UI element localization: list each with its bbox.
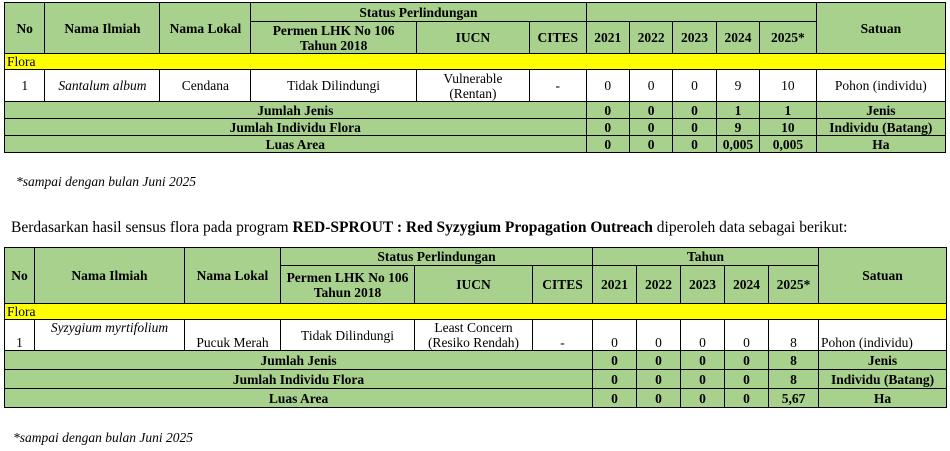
header-nama-lokal: Nama Lokal bbox=[160, 3, 251, 54]
program-name: RED-SPROUT : Red Syzygium Propagation Outreach bbox=[292, 219, 653, 236]
cell-nama-ilmiah: Syzygium myrtifolium bbox=[35, 320, 185, 351]
cell-no: 1 bbox=[5, 70, 45, 102]
summary-value: 0 bbox=[629, 119, 672, 136]
cell-nama-lokal: Pucuk Merah bbox=[185, 320, 281, 351]
header-cites: CITES bbox=[533, 266, 593, 304]
summary-satuan: Jenis bbox=[816, 102, 945, 119]
header-permen: Permen LHK No 106 Tahun 2018 bbox=[251, 22, 417, 54]
cell-value: 0 bbox=[681, 320, 725, 351]
header-iucn: IUCN bbox=[416, 22, 529, 54]
header-year: 2022 bbox=[637, 266, 681, 304]
summary-value: 0 bbox=[586, 102, 629, 119]
header-iucn: IUCN bbox=[415, 266, 533, 304]
summary-value: 0 bbox=[593, 370, 637, 389]
summary-value: 0 bbox=[673, 119, 716, 136]
summary-row bbox=[5, 351, 947, 370]
summary-value: 0 bbox=[629, 136, 672, 153]
summary-label: Luas Area bbox=[5, 389, 593, 408]
summary-label: Jumlah Individu Flora bbox=[5, 119, 587, 136]
cell-cites: - bbox=[533, 320, 593, 351]
footnote: *sampai dengan bulan Juni 2025 bbox=[13, 430, 193, 445]
summary-value: 0 bbox=[637, 370, 681, 389]
summary-value: 0 bbox=[725, 370, 769, 389]
cell-permen: Tidak Dilindungi bbox=[251, 70, 417, 102]
summary-value: 0 bbox=[586, 119, 629, 136]
flora-table-1 bbox=[4, 2, 946, 153]
section-flora: Flora bbox=[5, 304, 947, 320]
header-year-group bbox=[586, 3, 816, 22]
summary-satuan: Ha bbox=[816, 136, 945, 153]
cell-value: 0 bbox=[629, 70, 672, 102]
summary-row bbox=[5, 136, 946, 153]
summary-row bbox=[5, 102, 946, 119]
header-permen: Permen LHK No 106 Tahun 2018 bbox=[281, 266, 415, 304]
cell-value: 0 bbox=[725, 320, 769, 351]
summary-label: Jumlah Jenis bbox=[5, 102, 587, 119]
summary-label: Jumlah Jenis bbox=[5, 351, 593, 370]
summary-value: 0 bbox=[673, 136, 716, 153]
summary-value: 0,005 bbox=[760, 136, 817, 153]
summary-value: 9 bbox=[716, 119, 759, 136]
summary-value: 8 bbox=[769, 370, 819, 389]
summary-value: 0 bbox=[725, 351, 769, 370]
header-nama-lokal: Nama Lokal bbox=[185, 248, 281, 304]
footnote: *sampai dengan bulan Juni 2025 bbox=[16, 174, 196, 189]
cell-value: 0 bbox=[586, 70, 629, 102]
summary-satuan: Individu (Batang) bbox=[819, 370, 947, 389]
summary-row bbox=[5, 370, 947, 389]
table-row bbox=[5, 70, 946, 102]
intro-paragraph bbox=[11, 219, 847, 237]
summary-label: Luas Area bbox=[5, 136, 587, 153]
summary-value: 10 bbox=[760, 119, 817, 136]
header-year: 2023 bbox=[681, 266, 725, 304]
summary-value: 0 bbox=[593, 389, 637, 408]
intro-text-end: diperoleh data sebagai berikut: bbox=[652, 219, 848, 236]
summary-value: 0 bbox=[681, 389, 725, 408]
cell-iucn: Least Concern (Resiko Rendah) bbox=[415, 320, 533, 351]
cell-value: 8 bbox=[769, 320, 819, 351]
header-year: 2025* bbox=[769, 266, 819, 304]
cell-satuan: Pohon (individu) bbox=[816, 70, 945, 102]
header-year: 2024 bbox=[716, 22, 759, 54]
summary-value: 0 bbox=[586, 136, 629, 153]
header-tahun: Tahun bbox=[593, 248, 819, 266]
summary-value: 0 bbox=[681, 351, 725, 370]
section-flora: Flora bbox=[5, 54, 946, 70]
summary-value: 0,005 bbox=[716, 136, 759, 153]
header-satuan: Satuan bbox=[816, 3, 945, 54]
summary-value: 1 bbox=[716, 102, 759, 119]
summary-value: 5,67 bbox=[769, 389, 819, 408]
header-year: 2021 bbox=[593, 266, 637, 304]
header-year: 2022 bbox=[629, 22, 672, 54]
summary-row bbox=[5, 119, 946, 136]
cell-nama-lokal: Cendana bbox=[160, 70, 251, 102]
cell-value: 9 bbox=[716, 70, 759, 102]
header-year: 2024 bbox=[725, 266, 769, 304]
header-nama-ilmiah: Nama Ilmiah bbox=[35, 248, 185, 304]
summary-value: 1 bbox=[760, 102, 817, 119]
intro-text: Berdasarkan hasil sensus flora pada program bbox=[11, 219, 293, 236]
cell-satuan: Pohon (individu) bbox=[819, 320, 947, 351]
header-status-perlindungan: Status Perlindungan bbox=[281, 248, 593, 266]
summary-value: 0 bbox=[681, 370, 725, 389]
cell-permen: Tidak Dilindungi bbox=[281, 320, 415, 351]
summary-value: 0 bbox=[637, 351, 681, 370]
cell-cites: - bbox=[529, 70, 586, 102]
flora-table-2 bbox=[4, 247, 947, 408]
summary-value: 8 bbox=[769, 351, 819, 370]
cell-value: 0 bbox=[637, 320, 681, 351]
header-year: 2025* bbox=[760, 22, 817, 54]
summary-value: 0 bbox=[725, 389, 769, 408]
cell-value: 0 bbox=[673, 70, 716, 102]
cell-no: 1 bbox=[5, 320, 35, 351]
summary-value: 0 bbox=[629, 102, 672, 119]
summary-satuan: Ha bbox=[819, 389, 947, 408]
header-nama-ilmiah: Nama Ilmiah bbox=[45, 3, 160, 54]
header-status-perlindungan: Status Perlindungan bbox=[251, 3, 586, 22]
header-no: No bbox=[5, 3, 45, 54]
header-year: 2023 bbox=[673, 22, 716, 54]
summary-row bbox=[5, 389, 947, 408]
summary-value: 0 bbox=[593, 351, 637, 370]
header-no: No bbox=[5, 248, 35, 304]
header-satuan: Satuan bbox=[819, 248, 947, 304]
cell-value: 0 bbox=[593, 320, 637, 351]
header-cites: CITES bbox=[529, 22, 586, 54]
header-year: 2021 bbox=[586, 22, 629, 54]
summary-value: 0 bbox=[637, 389, 681, 408]
cell-nama-ilmiah: Santalum album bbox=[45, 70, 160, 102]
summary-value: 0 bbox=[673, 102, 716, 119]
summary-satuan: Individu (Batang) bbox=[816, 119, 945, 136]
table-row bbox=[5, 320, 947, 351]
summary-label: Jumlah Individu Flora bbox=[5, 370, 593, 389]
cell-value: 10 bbox=[760, 70, 817, 102]
summary-satuan: Jenis bbox=[819, 351, 947, 370]
cell-iucn: Vulnerable (Rentan) bbox=[416, 70, 529, 102]
